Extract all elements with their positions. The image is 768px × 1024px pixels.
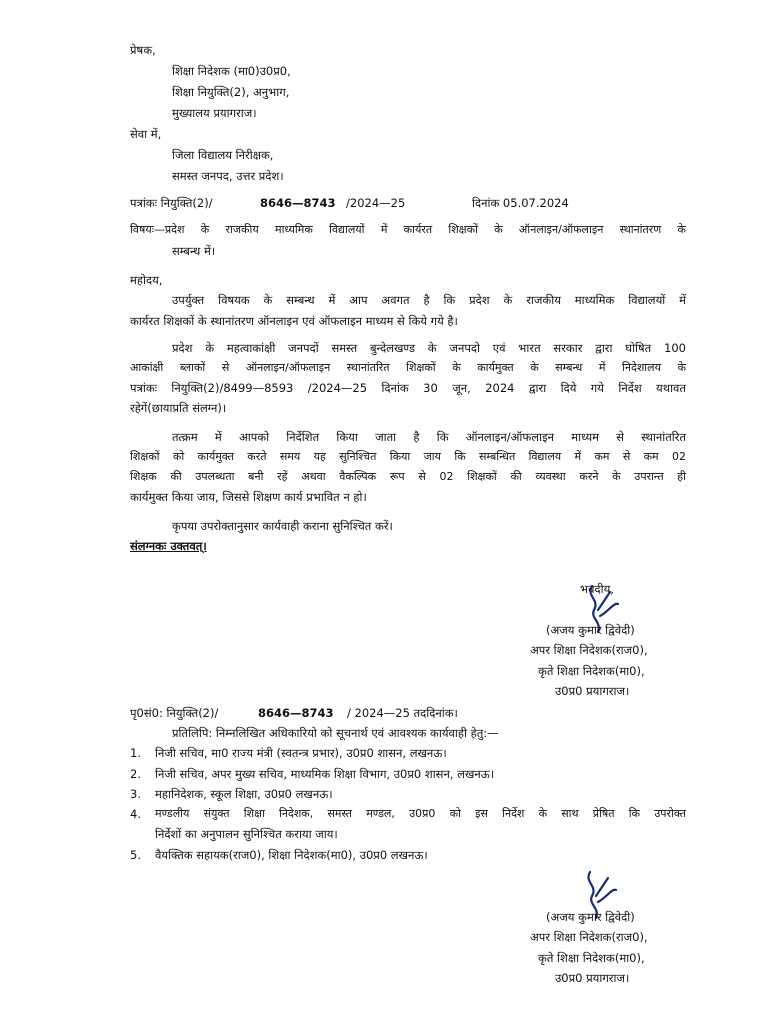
signatory-place: उ0प्र0 प्रयागराज।: [555, 971, 630, 985]
copy-ref-number: 8646—8743: [258, 706, 334, 720]
copy-item-num: 4.: [130, 807, 141, 821]
para3-line-2: शिक्षकों को कार्यमुक्त करते समय यह सुनिश्चित किया जाय कि सम्बन्धित विद्यालय में कम से कम 02: [130, 450, 686, 463]
salutation: महोदय,: [130, 273, 163, 287]
copy-item-text: निजी सचिव, मा0 राज्य मंत्री (स्वतन्त्र प्रभार), उ0प्र0 शासन, लखनऊ।: [155, 746, 447, 760]
para4: कृपया उपरोक्तानुसार कार्यवाही कराना सुनिश्चित करें।: [172, 519, 393, 533]
copy-item-text: महानिदेशक, स्कूल शिक्षा, उ0प्र0 लखनऊ।: [155, 787, 333, 801]
copy-item-num: 2.: [130, 767, 141, 781]
signatory-for: कृते शिक्षा निदेशक(मा0),: [538, 664, 645, 678]
closing: भवदीय,: [580, 582, 614, 596]
para2-line-4: रहेगें(छायाप्रति संलग्न)।: [130, 401, 227, 415]
signatory-name: (अजय कुमार द्विवेदी): [546, 623, 635, 637]
para1-line-2: कार्यरत शिक्षकों के स्थानांतरण ऑनलाइन एवं ऑफलाइन माध्यम से किये गये है।: [130, 314, 458, 328]
recipient-label: सेवा में,: [130, 127, 162, 141]
sender-line-2: शिक्षा नियुक्ति(2), अनुभाग,: [172, 85, 290, 99]
subject-line-1: विषयः—प्रदेश के राजकीय माध्यमिक विद्यालयों में कार्यरत शिक्षकों के ऑनलाइन/ऑफलाइन स्थानांतरण के: [130, 223, 686, 236]
recipient-line-1: जिला विद्यालय निरीक्षक,: [172, 148, 274, 162]
para3-line-3: शिक्षक की उपलब्धता बनी रहें अथवा वैकल्पिक रूप से 02 शिक्षकों की व्यवस्था करने के उपरान्त ही: [130, 470, 686, 483]
copy-item-text: निजी सचिव, अपर मुख्य सचिव, माध्यमिक शिक्षा विभाग, उ0प्र0 शासन, लखनऊ।: [155, 767, 495, 781]
sender-label: प्रेषक,: [130, 43, 156, 57]
subject-line-2: सम्बन्ध में।: [172, 244, 216, 258]
copy-item-text: मण्डलीय संयुक्त शिक्षा निदेशक, समस्त मण्डल, उ0प्र0 को इस निर्देश के साथ प्रेषित कि उपरोक्त: [155, 807, 686, 820]
ref-date: दिनांक 05.07.2024: [472, 196, 569, 210]
ref-year: /2024—25: [346, 196, 406, 210]
sender-line-3: मुख्यालय प्रयागराज।: [172, 106, 257, 120]
para2-line-2: आकांक्षी ब्लाकों से ऑनलाइन/ऑफलाइन स्थानांतरित शिक्षकों के कार्यमुक्त के सम्बन्ध में निदेशालय के: [130, 361, 686, 374]
ref-prefix: पत्रांकः नियुक्ति(2)/: [130, 196, 213, 210]
signatory-designation: अपर शिक्षा निदेशक(राज0),: [530, 930, 648, 944]
enclosure: संलग्नकः उक्तवत्।: [130, 539, 207, 553]
copy-item-num: 1.: [130, 746, 141, 760]
copy-intro: प्रतिलिपि: निम्नलिखित अधिकारियो को सूचनार्थ एवं आवश्यक कार्यवाही हेतु:—: [172, 726, 499, 740]
copy-item-num: 5.: [130, 848, 141, 862]
signatory-name: (अजय कुमार द्विवेदी): [546, 910, 635, 924]
para3-line-4: कार्यमुक्त किया जाय, जिससे शिक्षण कार्य प्रभावित न हो।: [130, 490, 367, 504]
copy-item-text: निर्देशों का अनुपालन सुनिश्चित कराया जाय।: [155, 827, 338, 841]
para1-line-1: उपर्युक्त विषयक के सम्बन्ध में आप अवगत है कि प्रदेश के राजकीय माध्यमिक विद्यालयों में: [172, 293, 686, 307]
signatory-for: कृते शिक्षा निदेशक(मा0),: [538, 951, 645, 965]
ref-number: 8646—8743: [260, 196, 336, 210]
sender-line-1: शिक्षा निदेशक (मा0)उ0प्र0,: [172, 64, 291, 78]
copy-ref-prefix: पृ0सं0: नियुक्ति(2)/: [130, 706, 219, 720]
signatory-place: उ0प्र0 प्रयागराज।: [555, 684, 630, 698]
copy-ref-suffix: / 2024—25 तददिनांक।: [347, 706, 458, 720]
copy-item-text: वैयक्तिक सहायक(राज0), शिक्षा निदेशक(मा0), उ0प्र0 लखनऊ।: [155, 848, 428, 862]
para3-line-1: तत्क्रम में आपको निर्देशित किया जाता है कि ऑनलाइन/ऑफलाइन माध्यम से स्थानांतरित: [172, 430, 686, 444]
recipient-line-2: समस्त जनपद, उत्तर प्रदेश।: [172, 169, 284, 183]
para2-line-1: प्रदेश के महत्वाकांक्षी जनपदों समस्त बुन्देलखण्ड के जनपदो एवं भारत सरकार द्वारा घोषित 100: [172, 341, 686, 355]
copy-item-num: 3.: [130, 787, 141, 801]
para2-line-3: पत्रांकः नियुक्ति(2)/8499—8593 /2024—25 दिनांक 30 जून, 2024 द्वारा दिये गये निर्देश यथावत: [130, 381, 686, 395]
signatory-designation: अपर शिक्षा निदेशक(राज0),: [530, 643, 648, 657]
